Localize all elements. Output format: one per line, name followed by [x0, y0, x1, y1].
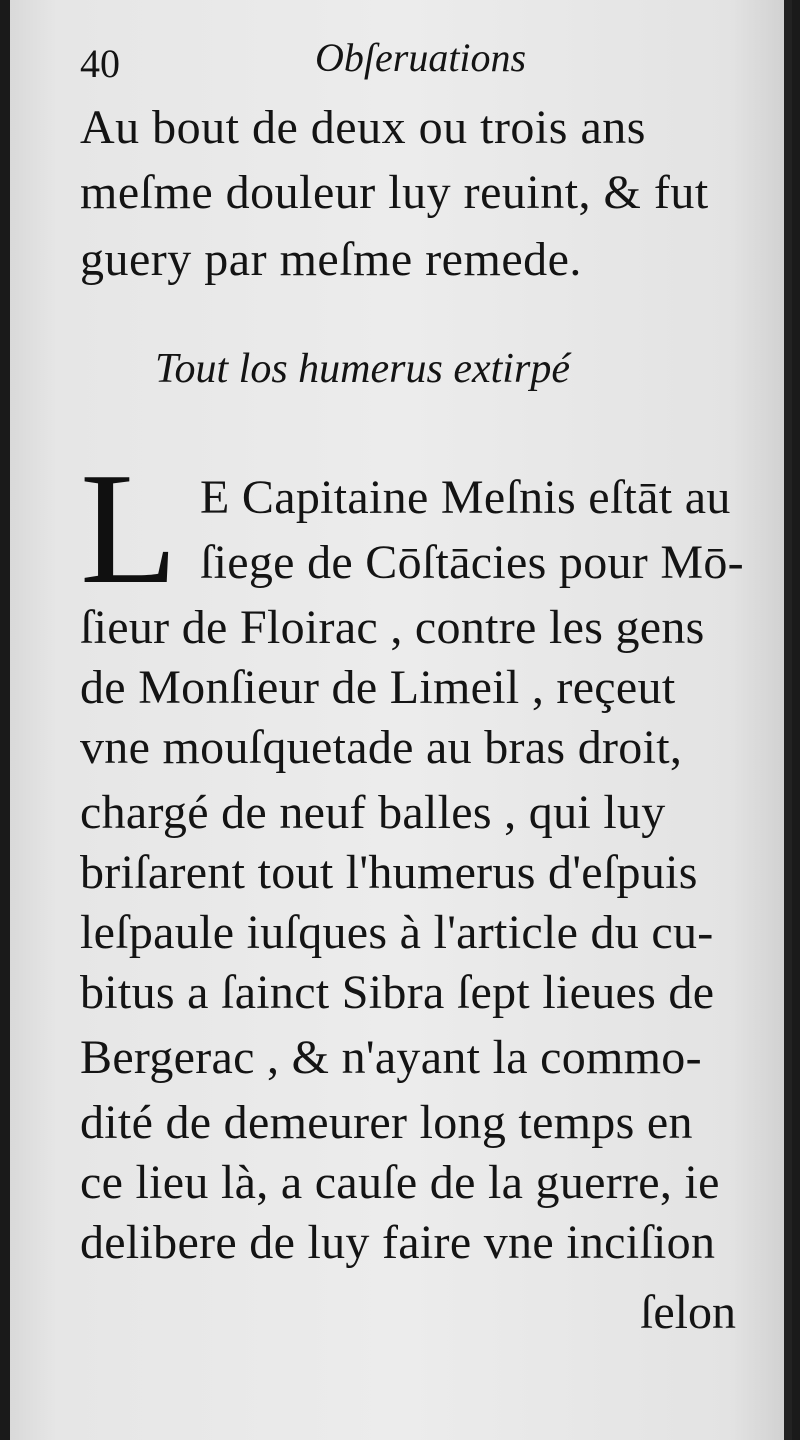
body-line: Bergerac , & n'ayant la commo-	[80, 1031, 702, 1084]
continuation-line: Au bout de deux ou trois ans	[80, 101, 646, 154]
body-line: ſiege de Cōſtācies pour Mō-	[200, 536, 744, 589]
page-edge	[784, 0, 792, 1440]
section-heading: Tout los humerus extirpé	[155, 346, 570, 392]
body-line: briſarent tout l'humerus d'eſpuis	[80, 846, 698, 899]
body-line: bitus a ſainct Sibra ſept lieues de	[80, 966, 715, 1019]
body-line: vne mouſquetade au bras droit,	[80, 721, 683, 774]
page-number: 40	[80, 41, 120, 86]
body-line: chargé de neuf balles , qui luy	[80, 786, 666, 839]
continuation-line: meſme douleur luy reuint, & fut	[80, 166, 709, 219]
body-line: de Monſieur de Limeil , reçeut	[80, 661, 676, 714]
body-line: leſpaule iuſques à l'article du cu-	[80, 906, 714, 959]
body-line: ce lieu là, a cauſe de la guerre, ie	[80, 1156, 720, 1209]
body-line: dité de demeurer long temps en	[80, 1096, 693, 1149]
continuation-line: guery par meſme remede.	[80, 233, 582, 286]
running-head: Obſeruations	[315, 35, 527, 80]
body-line: E Capitaine Meſnis eſtāt au	[200, 471, 731, 524]
catchword: ſelon	[640, 1286, 736, 1339]
body-line: ſieur de Floirac , contre les gens	[80, 601, 705, 654]
body-line: delibere de luy faire vne inciſion	[80, 1216, 716, 1269]
drop-cap: L	[80, 439, 178, 617]
book-page	[10, 0, 792, 1440]
